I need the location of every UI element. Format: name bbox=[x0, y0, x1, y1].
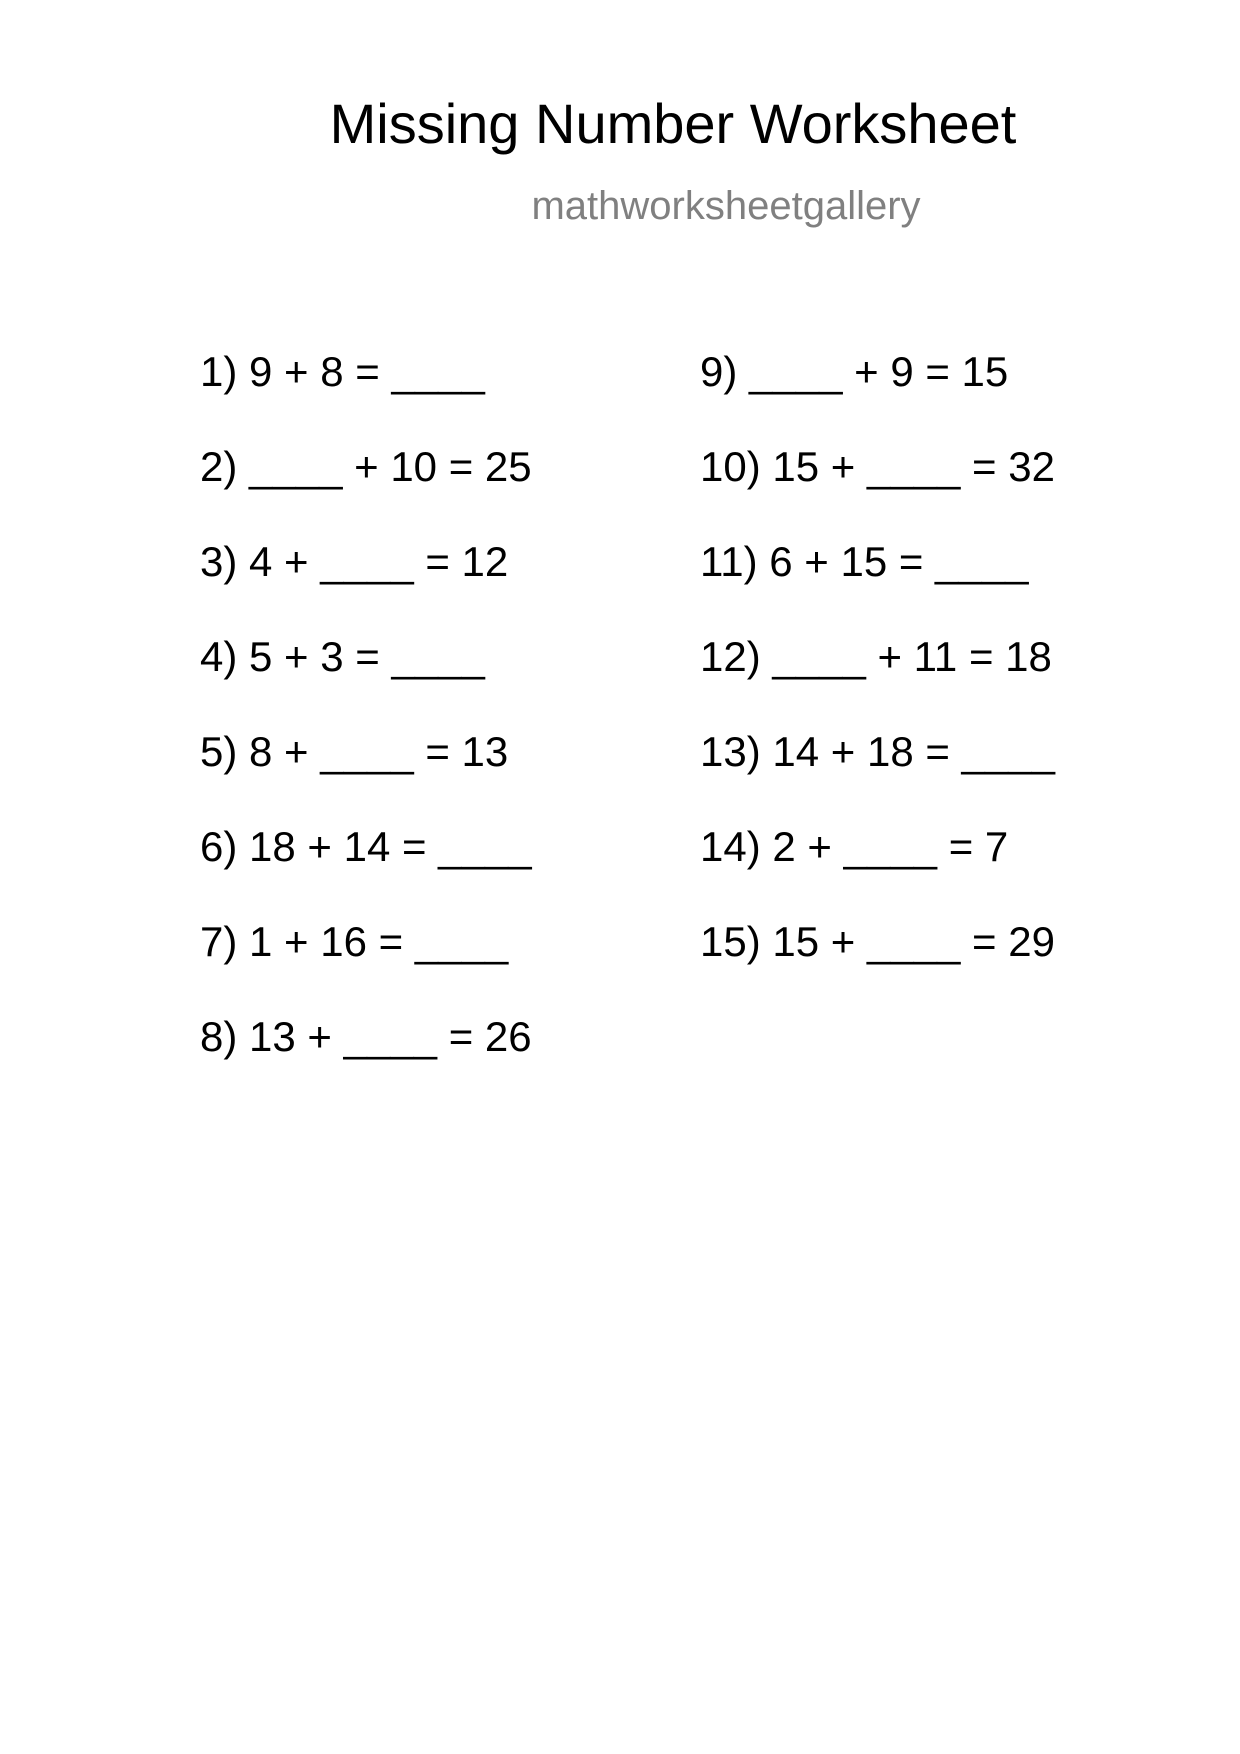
problem-10: 10) 15 + ____ = 32 bbox=[700, 443, 1055, 490]
problem-8: 8) 13 + ____ = 26 bbox=[200, 1013, 532, 1060]
problem-12: 12) ____ + 11 = 18 bbox=[700, 633, 1052, 680]
problem-2: 2) ____ + 10 = 25 bbox=[200, 443, 532, 490]
problem-6: 6) 18 + 14 = ____ bbox=[200, 823, 532, 870]
problems-column-right bbox=[700, 348, 1160, 1013]
page-title: Missing Number Worksheet bbox=[329, 92, 1017, 155]
problems-column-left bbox=[200, 348, 660, 1108]
problem-15: 15) 15 + ____ = 29 bbox=[700, 918, 1055, 965]
problem-11: 11) 6 + 15 = ____ bbox=[700, 538, 1029, 585]
problem-7: 7) 1 + 16 = ____ bbox=[200, 918, 509, 965]
problem-3: 3) 4 + ____ = 12 bbox=[200, 538, 509, 585]
problems-area bbox=[200, 348, 1100, 1108]
problem-9: 9) ____ + 9 = 15 bbox=[700, 348, 1009, 395]
problem-14: 14) 2 + ____ = 7 bbox=[700, 823, 1009, 870]
problem-1: 1) 9 + 8 = ____ bbox=[200, 348, 485, 395]
problem-5: 5) 8 + ____ = 13 bbox=[200, 728, 509, 775]
problem-13: 13) 14 + 18 = ____ bbox=[700, 728, 1055, 775]
problem-4: 4) 5 + 3 = ____ bbox=[200, 633, 485, 680]
page-subtitle: mathworksheetgallery bbox=[531, 184, 921, 228]
